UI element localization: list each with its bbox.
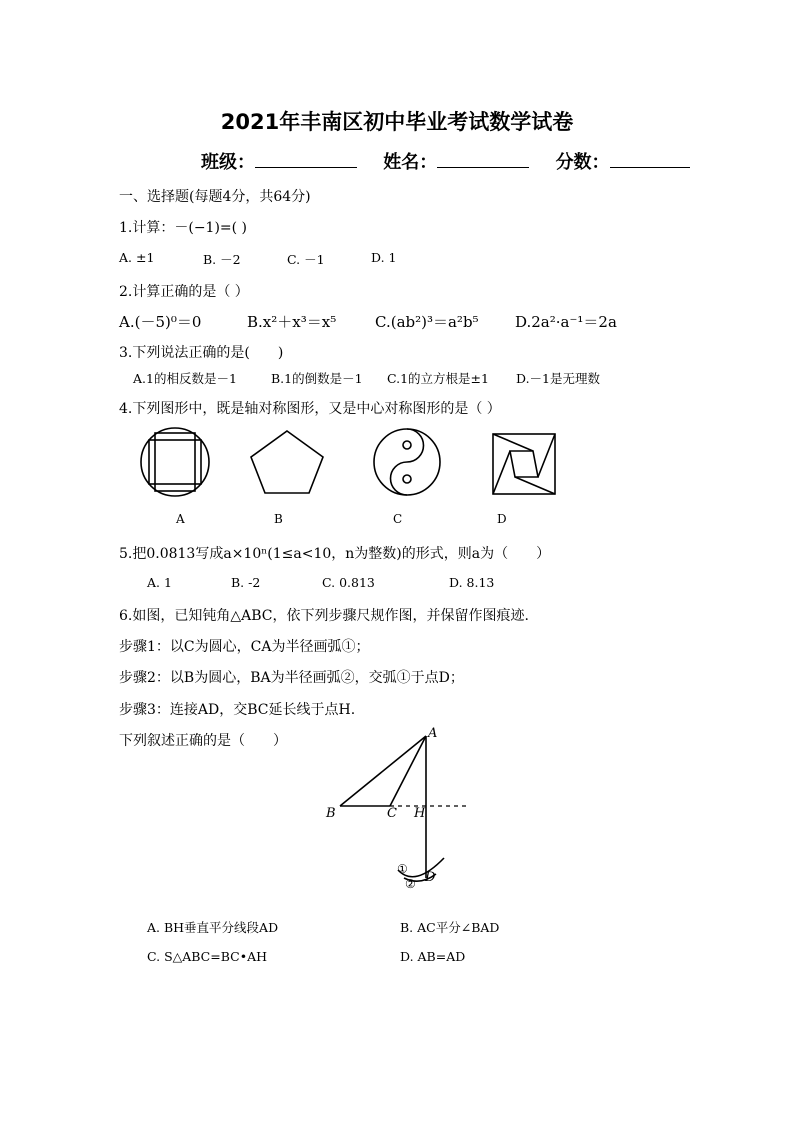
label-point-a: A (428, 726, 438, 741)
q6-step-1: 步骤1：以C为圆心，CA为半径画弧①； (119, 639, 370, 655)
question-3-stem: 3.下列说法正确的是( ) (119, 345, 284, 361)
q3-option-b: B.1的倒数是－1 (271, 371, 363, 386)
q4-label-c: C (393, 512, 403, 526)
q4-label-d: D (497, 512, 507, 526)
q6-option-a: A. BH垂直平分线段AD (147, 920, 279, 935)
figure-d-pinwheel-square (493, 434, 555, 494)
segment-ba (340, 736, 426, 806)
segment-ca (390, 736, 426, 806)
q5-option-a: A. 1 (147, 575, 172, 590)
question-2-stem: 2.计算正确的是（ ） (119, 284, 249, 300)
class-label: 班级： (201, 152, 255, 173)
score-blank (610, 149, 690, 168)
class-blank (255, 149, 357, 168)
name-blank (437, 149, 529, 168)
label-arc-2: ② (405, 877, 416, 891)
figure-a-circle-rectangle (141, 428, 209, 496)
q6-option-d: D. AB=AD (400, 949, 466, 964)
name-label: 姓名： (383, 152, 438, 173)
q2-option-a: A.(－5)⁰＝0 (119, 313, 202, 331)
q1-option-b: B. －2 (203, 252, 241, 267)
q2-option-d: D.2a²·a⁻¹＝2a (515, 313, 617, 331)
label-point-b: B (326, 806, 336, 821)
q1-option-c: C. －1 (287, 252, 325, 267)
question-5-stem: 5.把0.0813写成a×10ⁿ(1≤a<10，n为整数)的形式，则a为（ ） (119, 546, 551, 562)
q1-option-a: A. ±1 (119, 250, 155, 265)
q6-option-c: C. S△ABC=BC•AH (147, 949, 268, 964)
section-heading: 一、选择题(每题4分，共64分) (119, 189, 311, 205)
figure-b-pentagon (251, 431, 323, 493)
question-1-stem: 1.计算：－(−1)=( ) (119, 220, 248, 236)
label-point-h: H (414, 806, 426, 821)
q5-option-c: C. 0.813 (322, 575, 375, 590)
q1-option-d: D. 1 (371, 250, 397, 265)
q5-option-d: D. 8.13 (449, 575, 495, 590)
q3-option-a: A.1的相反数是－1 (133, 371, 237, 386)
q3-option-c: C.1的立方根是±1 (387, 371, 489, 386)
student-info-row (201, 148, 690, 174)
q6-ask: 下列叙述正确的是（ ） (119, 733, 287, 749)
q4-label-b: B (274, 512, 283, 526)
q2-option-b: B.x²＋x³＝x⁵ (247, 313, 337, 331)
question-4-stem: 4.下列图形中，既是轴对称图形，又是中心对称图形的是（ ） (119, 401, 501, 417)
exam-title: 2021年丰南区初中毕业考试数学试卷 (220, 110, 574, 134)
label-point-c: C (387, 806, 397, 821)
label-arc-1: ① (397, 862, 408, 876)
question-6-stem: 6.如图，已知钝角△ABC，依下列步骤尺规作图，并保留作图痕迹. (119, 608, 529, 624)
q2-option-c: C.(ab²)³＝a²b⁵ (375, 313, 479, 331)
score-label: 分数： (555, 152, 610, 173)
q3-option-d: D.－1是无理数 (516, 371, 601, 386)
q4-figures (135, 425, 565, 505)
q6-step-2: 步骤2：以B为圆心，BA为半径画弧②，交弧①于点D； (119, 670, 464, 686)
q5-option-b: B. -2 (231, 575, 261, 590)
label-point-d: D (425, 870, 436, 885)
q6-step-3: 步骤3：连接AD，交BC延长线于点H. (119, 702, 356, 718)
q4-label-a: A (176, 512, 185, 526)
figure-c-yin-yang (374, 429, 440, 495)
q6-option-b: B. AC平分∠BAD (400, 920, 500, 935)
